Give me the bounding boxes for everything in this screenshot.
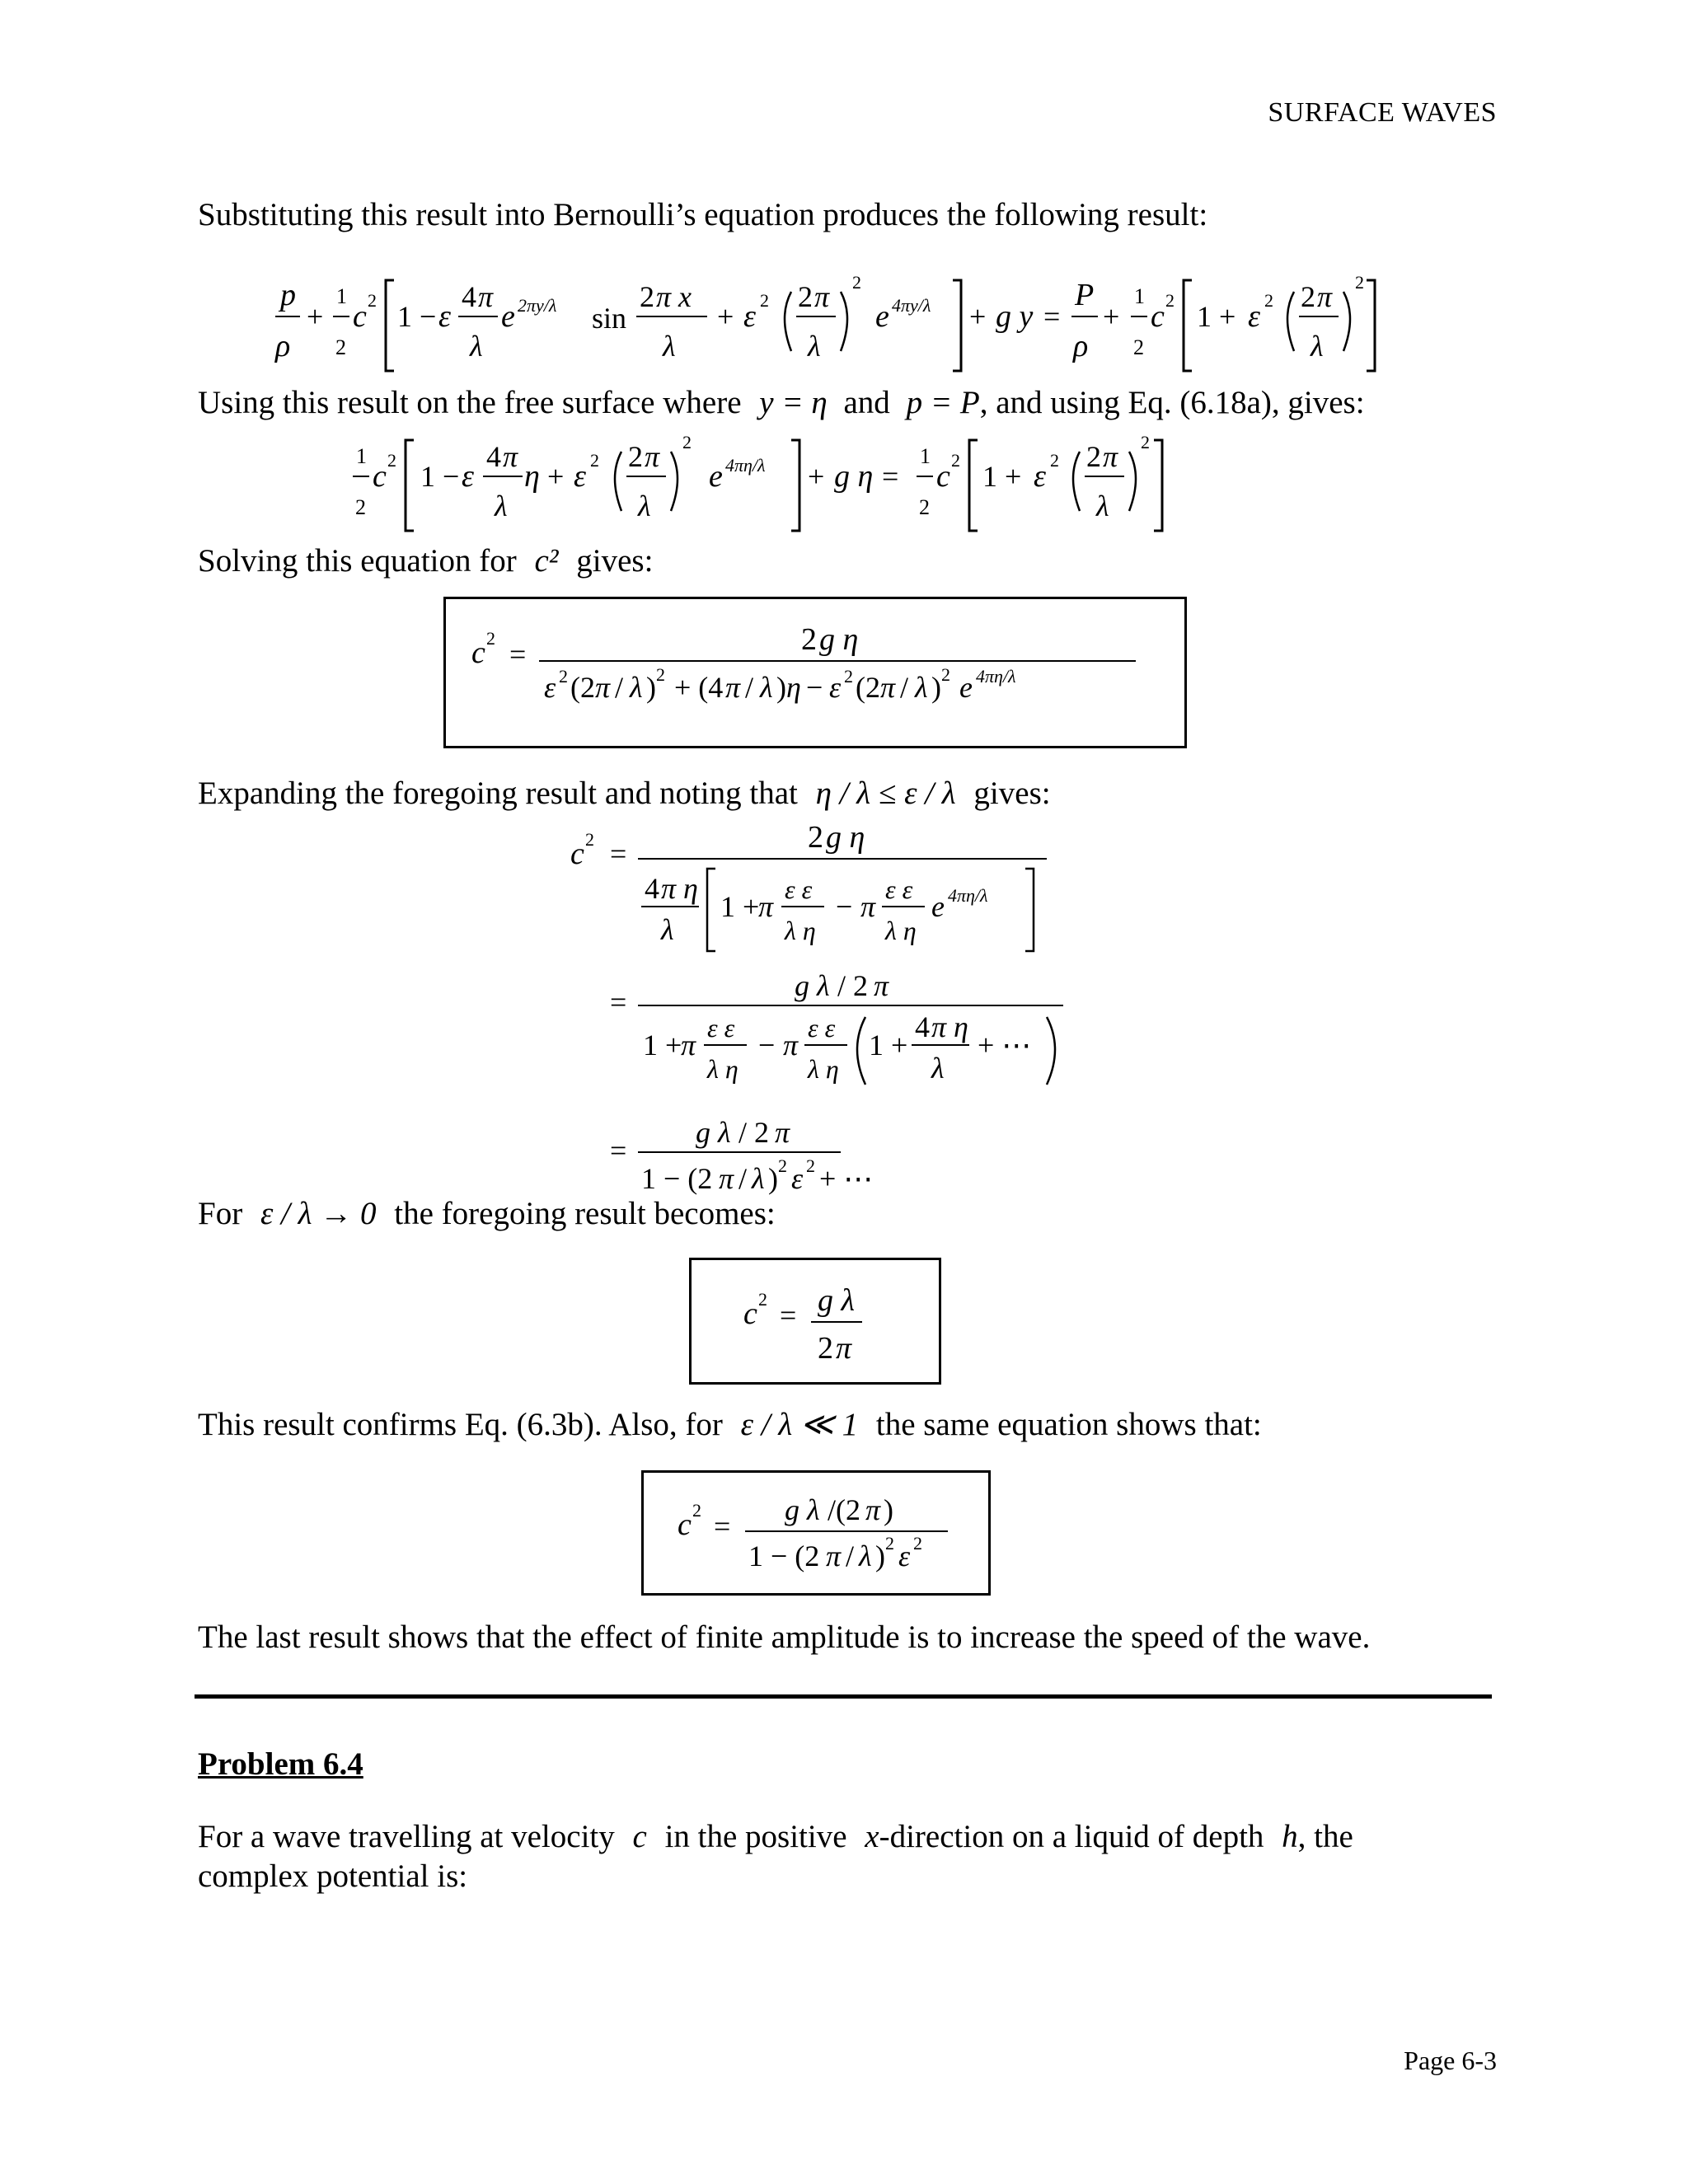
math-h: h — [1282, 1819, 1298, 1854]
svg-text:e: e — [931, 890, 945, 923]
svg-text:−: − — [836, 890, 853, 923]
svg-text:1 +: 1 + — [643, 1029, 682, 1062]
svg-text:2: 2 — [335, 335, 346, 359]
svg-text:2: 2 — [585, 829, 594, 850]
svg-text:e: e — [959, 671, 973, 704]
svg-text:λ: λ — [915, 671, 928, 704]
svg-text:π: π — [503, 440, 518, 473]
svg-text:λ: λ — [752, 1162, 765, 1195]
svg-text:λ: λ — [760, 671, 773, 704]
section-divider — [195, 1694, 1492, 1699]
free-surface-text-c: , and using Eq. (6.18a), gives: — [979, 385, 1365, 420]
expanding-text-a: Expanding the foregoing result and noting that — [198, 776, 798, 811]
svg-text:2: 2 — [387, 450, 396, 471]
svg-text:+ ⋯: + ⋯ — [978, 1029, 1032, 1062]
svg-text:ε: ε — [462, 459, 474, 494]
svg-text:+: + — [717, 300, 734, 333]
svg-text:2: 2 — [628, 440, 643, 473]
svg-text:(2: (2 — [856, 671, 880, 704]
svg-text:=: = — [780, 1299, 797, 1332]
svg-text:ε: ε — [1034, 459, 1046, 494]
problem-text-c: -direction on a liquid of depth — [879, 1819, 1264, 1854]
svg-text:g λ: g λ — [795, 969, 830, 1002]
svg-text:=: = — [610, 986, 627, 1019]
svg-text:ρ: ρ — [1073, 329, 1089, 363]
expanding-text-b: gives: — [973, 776, 1051, 811]
svg-text:/: / — [738, 1162, 748, 1195]
svg-text:2: 2 — [844, 666, 853, 687]
paragraph-free-surface — [198, 384, 1365, 423]
svg-text:2: 2 — [801, 622, 817, 657]
math-x: x — [865, 1819, 879, 1854]
section-header: SURFACE WAVES — [1268, 97, 1497, 128]
svg-text:π: π — [880, 671, 896, 704]
paragraph-expanding — [198, 775, 1051, 813]
equation-finite-amplitude-speed — [676, 1487, 973, 1577]
svg-text:2: 2 — [1165, 290, 1175, 311]
math-p-eq-P: p = P — [906, 385, 980, 420]
svg-text:c: c — [678, 1507, 692, 1542]
svg-text:λ: λ — [808, 330, 821, 363]
paragraph-bernoulli-intro: Substituting this result into Bernoulli’s equation produces the following result: — [198, 197, 1208, 232]
math-eps-limit: ε / λ → 0 — [260, 1196, 377, 1231]
svg-text:1 +: 1 + — [720, 890, 760, 923]
svg-text:λ: λ — [470, 330, 483, 363]
svg-text:g y: g y — [996, 299, 1034, 334]
svg-text:−: − — [806, 671, 823, 704]
svg-text:π: π — [783, 1029, 799, 1062]
svg-text:+: + — [1103, 300, 1120, 333]
limit-text-a: For — [198, 1196, 243, 1231]
svg-text:=: = — [882, 460, 899, 493]
svg-text:2: 2 — [951, 450, 960, 471]
svg-text:): ) — [875, 1540, 885, 1572]
svg-text:2: 2 — [808, 820, 823, 855]
svg-text:2: 2 — [798, 280, 813, 313]
page-number: Page 6-3 — [1404, 2046, 1497, 2075]
svg-text:1 +: 1 + — [869, 1029, 908, 1062]
svg-text:/ 2: / 2 — [738, 1116, 770, 1149]
svg-text:sin: sin — [592, 302, 627, 335]
problem-title: Problem 6.4 — [198, 1746, 363, 1782]
svg-text:λ η: λ η — [785, 916, 816, 945]
svg-text:ε ε: ε ε — [808, 1013, 836, 1043]
paragraph-limit — [198, 1195, 776, 1234]
svg-text:c: c — [936, 459, 950, 494]
svg-text:π: π — [775, 1116, 790, 1149]
svg-text:π: π — [681, 1029, 696, 1062]
svg-text:η: η — [524, 459, 540, 494]
confirms-text-a: This result confirms Eq. (6.3b). Also, for — [198, 1407, 723, 1442]
svg-text:2: 2 — [682, 432, 692, 452]
svg-text:c: c — [353, 299, 367, 334]
svg-text:1 +: 1 + — [982, 460, 1022, 493]
svg-text:(2: (2 — [570, 671, 595, 704]
svg-text:): ) — [646, 671, 656, 704]
problem-text-b: in the positive — [664, 1819, 847, 1854]
math-y-eq-eta: y = η — [759, 385, 828, 420]
svg-text:/ 2: / 2 — [837, 969, 869, 1002]
svg-text:g λ: g λ — [818, 1283, 855, 1318]
svg-text:): ) — [931, 671, 941, 704]
svg-text:2: 2 — [656, 664, 665, 685]
svg-text:P: P — [1075, 278, 1095, 312]
svg-text:ε: ε — [791, 1162, 804, 1195]
svg-text:2: 2 — [818, 1331, 833, 1366]
svg-text:g η: g η — [834, 459, 874, 494]
svg-text:λ: λ — [1096, 490, 1109, 523]
svg-text:2: 2 — [1355, 272, 1364, 293]
svg-text:p: p — [280, 278, 296, 312]
svg-text:ε: ε — [438, 299, 451, 334]
svg-text:2: 2 — [941, 664, 950, 685]
svg-text:2: 2 — [640, 280, 654, 313]
svg-text:ε ε: ε ε — [885, 874, 913, 904]
confirms-text-b: the same equation shows that: — [875, 1407, 1262, 1442]
svg-text:π: π — [645, 440, 660, 473]
svg-text:+: + — [808, 460, 825, 493]
svg-text:λ: λ — [661, 913, 674, 946]
svg-text:4: 4 — [486, 440, 501, 473]
problem-text-a: For a wave travelling at velocity — [198, 1819, 615, 1854]
svg-text:4πη/λ: 4πη/λ — [976, 666, 1016, 687]
svg-text:/: / — [846, 1540, 855, 1572]
svg-text:η: η — [786, 671, 801, 704]
paragraph-conclusion: The last result shows that the effect of finite amplitude is to increase the speed of the wave. — [198, 1619, 1371, 1655]
svg-text:π: π — [719, 1162, 734, 1195]
svg-text:π: π — [826, 1540, 842, 1572]
svg-text:ρ: ρ — [275, 329, 291, 363]
svg-text:2: 2 — [1086, 440, 1101, 473]
svg-text:π: π — [836, 1331, 852, 1366]
svg-text:+: + — [307, 300, 324, 333]
limit-text-b: the foregoing result becomes: — [394, 1196, 776, 1231]
equation-bernoulli-substituted — [264, 264, 1418, 379]
svg-text:ε: ε — [898, 1540, 911, 1572]
svg-text:1: 1 — [336, 284, 347, 308]
svg-text:λ: λ — [663, 330, 676, 363]
svg-text:2: 2 — [1301, 280, 1315, 313]
svg-text:+ ⋯: + ⋯ — [819, 1162, 874, 1195]
svg-text:2: 2 — [852, 272, 861, 293]
svg-text:c: c — [471, 635, 485, 670]
svg-text:c: c — [373, 459, 387, 494]
svg-text:λ: λ — [638, 490, 651, 523]
svg-text:1 −: 1 − — [397, 300, 437, 333]
svg-text:4πη/λ: 4πη/λ — [725, 455, 766, 476]
svg-text:): ) — [884, 1493, 893, 1526]
svg-text:π: π — [874, 969, 889, 1002]
svg-text:π: π — [865, 1493, 881, 1526]
svg-text:1: 1 — [356, 444, 367, 468]
solving-text-a: Solving this equation for — [198, 543, 517, 579]
svg-text:4πη/λ: 4πη/λ — [948, 885, 988, 906]
svg-text:π η: π η — [931, 1010, 968, 1043]
svg-text:π: π — [814, 280, 830, 313]
svg-text:−: − — [758, 1029, 776, 1062]
math-eta-condition: η / λ ≤ ε / λ — [815, 776, 956, 811]
svg-text:π: π — [478, 280, 494, 313]
svg-text:2: 2 — [355, 495, 366, 519]
svg-text:π: π — [860, 890, 876, 923]
svg-text:2: 2 — [590, 450, 599, 471]
svg-text:2: 2 — [368, 290, 377, 311]
svg-text:ε: ε — [743, 299, 756, 334]
svg-text:e: e — [501, 299, 515, 334]
paragraph-complex-potential: complex potential is: — [198, 1858, 468, 1894]
svg-text:=: = — [509, 638, 527, 671]
svg-text:+: + — [547, 460, 565, 493]
svg-text:1 −: 1 − — [420, 460, 460, 493]
svg-text:ε: ε — [1248, 299, 1260, 334]
svg-text:c: c — [570, 837, 584, 871]
svg-text:π: π — [595, 671, 611, 704]
svg-text:c: c — [743, 1296, 757, 1331]
svg-text:=: = — [610, 837, 627, 870]
svg-text:ε: ε — [544, 671, 556, 704]
svg-text:4πy/λ: 4πy/λ — [892, 295, 931, 316]
solving-text-b: gives: — [576, 543, 654, 579]
svg-text:2: 2 — [919, 495, 930, 519]
svg-text:4: 4 — [645, 872, 659, 905]
svg-text:=: = — [1043, 300, 1061, 333]
svg-text:+: + — [969, 300, 987, 333]
svg-text:2: 2 — [1050, 450, 1059, 471]
svg-text:2: 2 — [806, 1155, 815, 1176]
svg-text:2: 2 — [758, 1289, 767, 1310]
svg-text:π x: π x — [656, 280, 692, 313]
svg-text:=: = — [714, 1510, 731, 1543]
equation-c-squared-exact — [470, 615, 1179, 722]
svg-text:g λ: g λ — [785, 1493, 820, 1526]
svg-text:+ (4: + (4 — [674, 671, 724, 704]
svg-text:λ: λ — [859, 1540, 872, 1572]
svg-text:π: π — [1317, 280, 1333, 313]
svg-text:λ η: λ η — [808, 1054, 839, 1084]
svg-text:2: 2 — [692, 1500, 701, 1521]
svg-text:g η: g η — [826, 820, 865, 855]
math-eps-small: ε / λ ≪ 1 — [740, 1407, 859, 1442]
svg-text:ε: ε — [829, 671, 842, 704]
svg-text:λ η: λ η — [707, 1054, 738, 1084]
equation-free-surface — [346, 429, 1220, 536]
free-surface-text-b: and — [843, 385, 890, 420]
problem-text-d: , the — [1297, 1819, 1353, 1854]
svg-text:1 − (2: 1 − (2 — [641, 1162, 713, 1195]
svg-text:2: 2 — [885, 1533, 894, 1554]
math-c: c — [632, 1819, 647, 1854]
svg-text:2: 2 — [778, 1155, 787, 1176]
svg-text:2: 2 — [913, 1533, 922, 1554]
svg-text:e: e — [875, 299, 889, 334]
svg-text:λ: λ — [931, 1052, 945, 1085]
svg-text:ε ε: ε ε — [785, 874, 813, 904]
svg-text:2: 2 — [1264, 290, 1273, 311]
math-c-squared: c² — [534, 543, 559, 579]
svg-text:e: e — [709, 459, 723, 494]
svg-text:λ: λ — [630, 671, 643, 704]
svg-text:/(2: /(2 — [828, 1493, 860, 1526]
equation-deep-water-speed — [742, 1276, 907, 1366]
svg-text:λ η: λ η — [885, 916, 917, 945]
svg-text:π: π — [758, 890, 774, 923]
svg-text:2: 2 — [1141, 432, 1150, 452]
svg-text:ε ε: ε ε — [707, 1013, 735, 1043]
svg-text:1 +: 1 + — [1197, 300, 1236, 333]
paragraph-confirms — [198, 1406, 1262, 1445]
svg-text:λ: λ — [1311, 330, 1324, 363]
svg-text:π: π — [1103, 440, 1118, 473]
svg-text:π η: π η — [661, 872, 698, 905]
svg-text:2: 2 — [1133, 335, 1144, 359]
svg-text:2: 2 — [486, 628, 495, 649]
free-surface-text-a: Using this result on the free surface where — [198, 385, 742, 420]
paragraph-problem-statement — [198, 1818, 1353, 1857]
svg-text:ε: ε — [574, 459, 586, 494]
svg-text:λ: λ — [495, 490, 508, 523]
svg-text:4: 4 — [462, 280, 476, 313]
equation-expansion — [569, 816, 1096, 1203]
svg-text:g η: g η — [819, 622, 859, 657]
svg-text:): ) — [768, 1162, 778, 1195]
svg-text:1: 1 — [1134, 284, 1145, 308]
svg-text:g λ: g λ — [696, 1116, 731, 1149]
svg-text:π: π — [725, 671, 741, 704]
svg-text:): ) — [776, 671, 786, 704]
svg-text:/: / — [900, 671, 909, 704]
svg-text:/: / — [615, 671, 624, 704]
svg-text:2πy/λ: 2πy/λ — [518, 295, 557, 316]
svg-text:c: c — [1151, 299, 1165, 334]
svg-text:2: 2 — [760, 290, 769, 311]
svg-text:1: 1 — [920, 444, 931, 468]
svg-text:/: / — [745, 671, 754, 704]
svg-text:=: = — [610, 1134, 627, 1167]
svg-text:2: 2 — [559, 666, 568, 687]
svg-text:1 − (2: 1 − (2 — [748, 1540, 820, 1572]
svg-text:4: 4 — [915, 1010, 930, 1043]
paragraph-solving — [198, 542, 653, 581]
